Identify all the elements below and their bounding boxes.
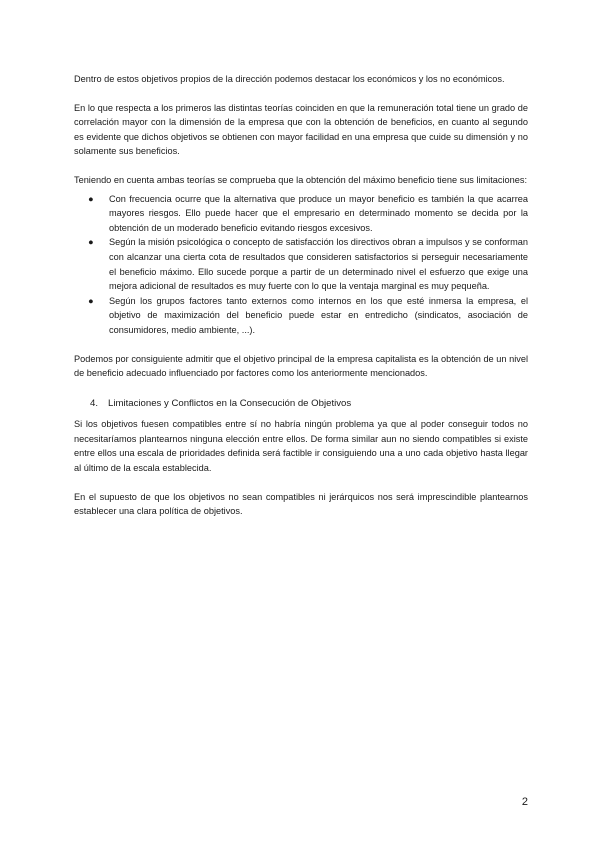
section-heading xyxy=(74,397,528,412)
section-title: Limitaciones y Conflictos en la Consecución de Objetivos xyxy=(108,397,352,409)
list-item-text: Según los grupos factores tanto externos como internos en los que esté inmersa la empresa, el objetivo de maximización del beneficio puede estar en entredicho (sindicatos, asociación de consumidores, medio ambiente, ...). xyxy=(109,295,528,335)
section-number: 4. xyxy=(90,397,99,409)
page-number: 2 xyxy=(521,796,528,808)
list-item-text: Con frecuencia ocurre que la alternativa que produce un mayor beneficio es también la que acarrea mayores riesgos. Ello puede hacer que el empresario en determinado momento se decida por la obtención de un moderado beneficio evitando riesgos excesivos. xyxy=(109,193,528,233)
paragraph-limitaciones-intro: Teniendo en cuenta ambas teorías se comprueba que la obtención del máximo beneficio tiene sus limitaciones: xyxy=(74,174,528,185)
list-item-text: Según la misión psicológica o concepto de satisfacción los directivos obran a impulsos y se conforman con alcanzar una cierta cota de resultados que consideren satisfactorios si perseguir necesariamente el beneficio máximo. Ello sucede porque a partir de un determinado nivel el esfuerzo que exige una mejora adicional de resultados es muy fuerte con lo que la ventaja marginal es muy pequeña. xyxy=(109,237,528,292)
paragraph-conclusion: Podemos por consiguiente admitir que el objetivo principal de la empresa capitalista es la obtención de un nivel de beneficio adecuado influenciado por factores como los anteriormente mencionados. xyxy=(74,353,528,379)
paragraph-objetivos-compatibles: Si los objetivos fuesen compatibles entre sí no habría ningún problema ya que al poder conseguir todos no necesitaríamos plantearnos ninguna elección entre ellos. De forma similar aun no siendo compatibles si existe entre ellos una escala de prioridades definida será factible ir consiguiendo una a uno cada objetivo hasta llegar al último de la escala establecida. xyxy=(74,419,528,474)
bullet-icon: ● xyxy=(88,295,94,306)
document-page xyxy=(74,72,528,533)
paragraph-teorias-remuneracion: En lo que respecta a los primeros las distintas teorías coinciden en que la remuneración total tiene un grado de correlación mayor con la dimensión de la empresa que con la obtención de beneficios, en cuanto al segundo es evidente que dichos objetivos se obtienen con mayor facilidad en una empresa que cuide su dimensión y no solamente sus beneficios. xyxy=(74,102,528,157)
bullet-icon: ● xyxy=(88,237,94,248)
limitations-list xyxy=(74,192,528,338)
list-item xyxy=(74,235,528,293)
paragraph-politica-objetivos: En el supuesto de que los objetivos no sean compatibles ni jerárquicos nos será imprescindible plantearnos establecer una clara política de objetivos. xyxy=(74,491,528,517)
paragraph-objetivos-direccion: Dentro de estos objetivos propios de la dirección podemos destacar los económicos y los no económicos. xyxy=(74,74,505,84)
list-item xyxy=(74,294,528,338)
bullet-icon: ● xyxy=(88,193,94,204)
list-item xyxy=(74,192,528,236)
